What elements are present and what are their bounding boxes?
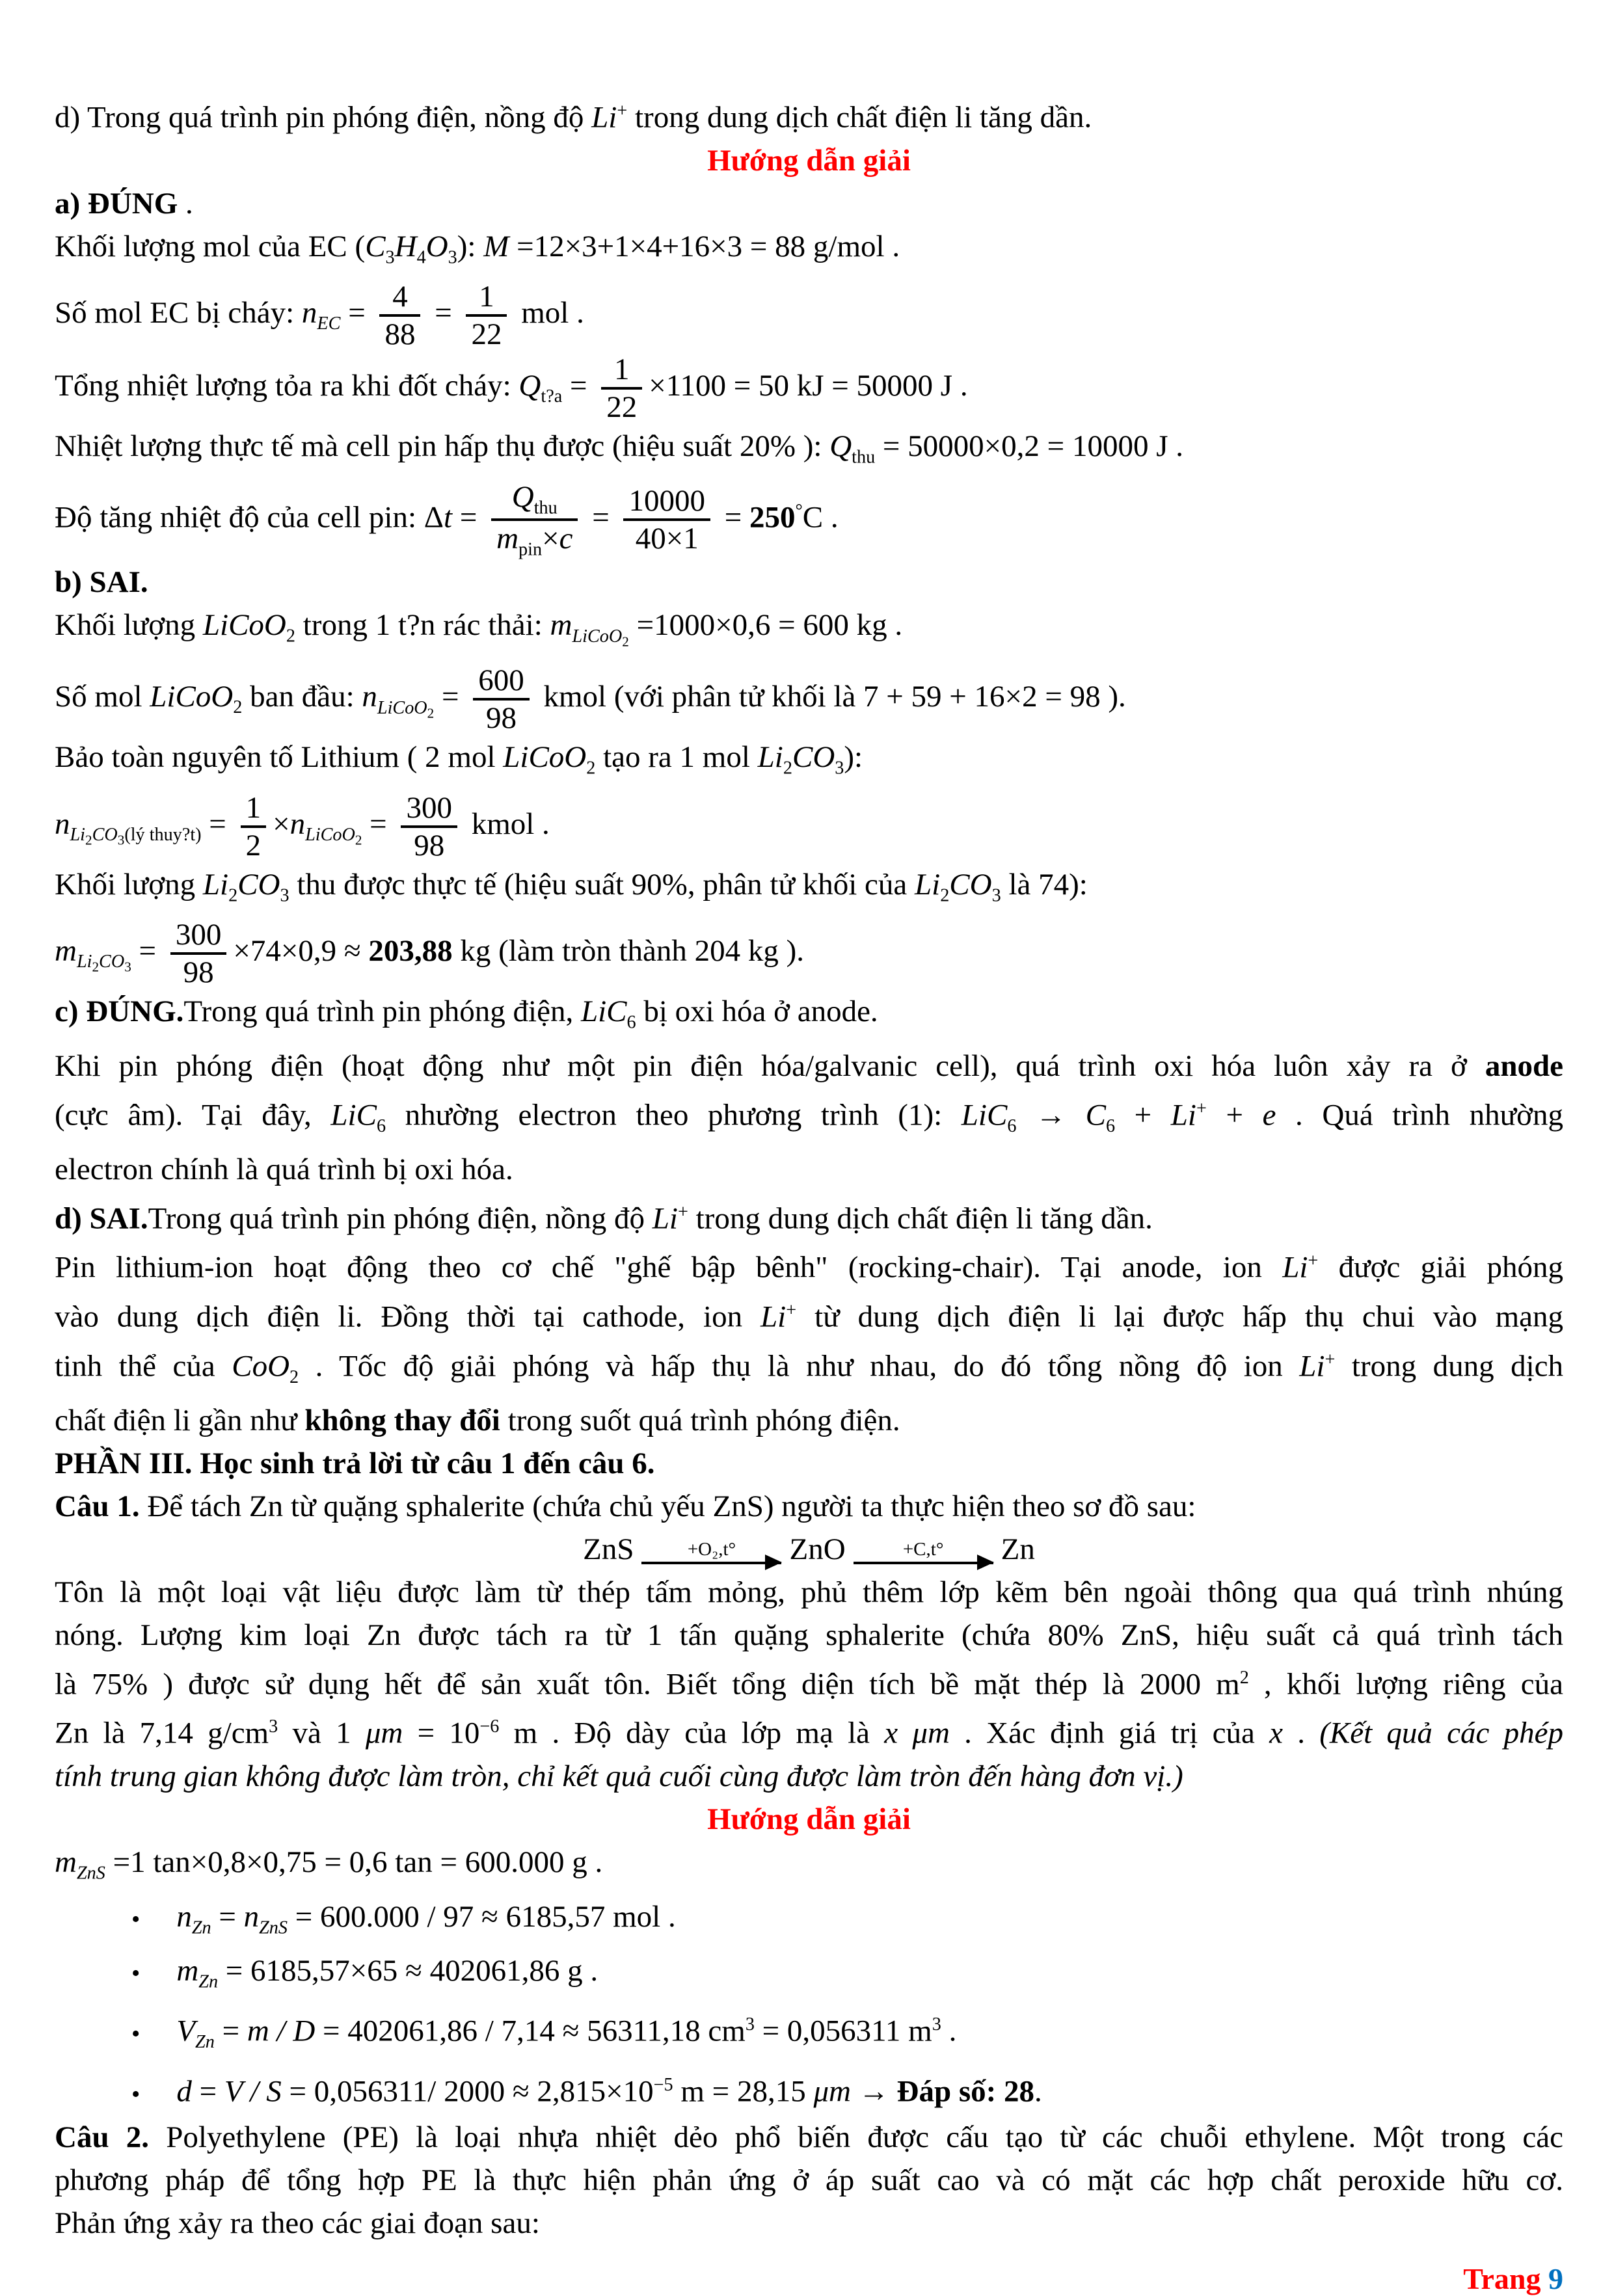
- superscript: 3: [745, 2014, 755, 2035]
- superscript: +: [1325, 1349, 1336, 1370]
- note-italic: tính trung gian không được làm tròn, chỉ kết quả cuối cùng được làm tròn đến hàng đơn vị.): [55, 1759, 1183, 1794]
- statement-d: [55, 90, 1563, 139]
- chem-formula: Li: [915, 867, 941, 901]
- numerator: 1: [241, 790, 267, 828]
- superscript: °: [795, 500, 803, 521]
- subscript: 2: [783, 758, 792, 779]
- math-var: n: [289, 807, 306, 841]
- verdict-c: [55, 990, 1563, 1044]
- bullet-mass-zn: [55, 1949, 1563, 2003]
- chem-zno: ZnO: [789, 1532, 846, 1566]
- text-segment: .: [941, 2014, 957, 2048]
- text-segment: kmol (với phân tử khối là 7 + 59 + 16×2 = 98 ).: [535, 680, 1126, 714]
- answer-value: Đáp số: 28: [896, 2074, 1035, 2109]
- chem-formula: LiC: [961, 1098, 1008, 1132]
- text-segment: được giải phóng: [1318, 1251, 1563, 1285]
- math-delta: Δ: [424, 500, 444, 535]
- text-segment: ):: [844, 740, 863, 775]
- text-segment: mol .: [513, 295, 584, 330]
- math-var: c: [559, 522, 573, 556]
- text-segment: m . Độ dày của lớp mạ là: [499, 1716, 885, 1751]
- chem-formula: LiCoO: [503, 740, 587, 775]
- fraction: [601, 352, 642, 425]
- denominator: 98: [414, 828, 445, 862]
- text-segment: Phản ứng xảy ra theo các giai đoạn sau:: [55, 2206, 540, 2241]
- text-segment: electron chính là quá trình bị oxi hóa.: [55, 1152, 513, 1186]
- math-var: m / D: [247, 2014, 316, 2048]
- superscript: −6: [479, 1716, 500, 1737]
- guide-header: [55, 139, 1563, 182]
- text-segment: =: [191, 2074, 224, 2109]
- text-segment: =: [362, 807, 395, 841]
- superscript: +: [677, 1201, 688, 1222]
- verdict-a: [55, 182, 1563, 225]
- numerator: 4: [379, 279, 420, 317]
- footer-label: Trang: [1463, 2262, 1548, 2296]
- explanation-d-line3: [55, 1339, 1563, 1399]
- reaction-scheme: [55, 1528, 1563, 1571]
- section-header-part3: [55, 1442, 1563, 1485]
- superscript: 3: [269, 1716, 278, 1737]
- fraction: [491, 479, 578, 561]
- denominator: 22: [606, 390, 638, 425]
- text-segment: Số mol EC bị cháy:: [55, 295, 302, 330]
- math-var: Q: [829, 429, 852, 464]
- chem-formula: C: [1085, 1098, 1106, 1132]
- text-segment: =: [434, 680, 467, 714]
- text-segment: =: [214, 2014, 247, 2048]
- text-segment: trong dung dịch chất điện li tăng dần.: [688, 1201, 1153, 1236]
- math-var: d: [176, 2074, 192, 2109]
- math-var: m: [496, 522, 519, 556]
- subscript: 3: [385, 247, 395, 268]
- page-number: 9: [1548, 2262, 1563, 2296]
- text-segment: ):: [457, 229, 484, 263]
- text-segment: Để tách Zn từ quặng sphalerite (chứa chủ yếu ZnS) người ta thực hiện theo sơ đồ sau:: [139, 1489, 1196, 1523]
- text-segment: =: [131, 934, 164, 968]
- math-var: O: [425, 229, 448, 263]
- chem-formula: LiCoO: [150, 680, 234, 714]
- math-var-li: Li: [1299, 1349, 1325, 1383]
- text-segment: trong dung dịch: [1335, 1349, 1563, 1383]
- subscript: 6: [376, 1115, 386, 1136]
- chem-formula: LiCoO: [377, 697, 427, 718]
- subscript: 2: [228, 885, 238, 906]
- explanation-c-line1: [55, 1045, 1563, 1088]
- text-segment: Khối lượng mol của EC (: [55, 229, 366, 263]
- chem-formula: CO: [99, 952, 125, 972]
- numerator: 1: [466, 279, 507, 317]
- denominator: 98: [183, 955, 214, 990]
- formula-mass-zns: [55, 1841, 1563, 1895]
- question-1-note: [55, 1755, 1563, 1798]
- numerator: [491, 479, 578, 522]
- text-segment: = 402061,86 / 7,14 ≈ 56311,18 cm: [315, 2014, 746, 2048]
- chem-zns: ZnS: [583, 1532, 634, 1566]
- verdict-label: b) SAI.: [55, 565, 148, 600]
- subscript: 2: [233, 697, 243, 718]
- subscript: EC: [317, 314, 341, 334]
- bullet-icon: •: [131, 1960, 141, 1988]
- superscript: +: [1196, 1098, 1207, 1119]
- text-segment: = 6185,57×65 ≈ 402061,86 g .: [218, 1953, 599, 1988]
- chem-formula: Li: [202, 867, 229, 901]
- text-segment: ×74×0,9 ≈: [233, 934, 369, 968]
- question-1: [55, 1485, 1563, 1528]
- subscript: 2: [355, 832, 362, 848]
- text-segment: = 600.000 / 97 ≈ 6185,57 mol .: [287, 1899, 676, 1934]
- explanation-c-line3: [55, 1148, 1563, 1191]
- text-segment: Nhiệt lượng thực tế mà cell pin hấp thụ được (hiệu suất 20% ):: [55, 429, 830, 464]
- arrow-shaft: [641, 1562, 781, 1564]
- text-segment: nóng. Lượng kim loại Zn được tách ra từ 1 tấn quặng sphalerite (chứa 80% ZnS, hiệu suất cả quá trình tách: [55, 1618, 1563, 1652]
- superscript: −5: [653, 2075, 673, 2096]
- question-1-body-line3: [55, 1657, 1563, 1706]
- text-segment: (cực âm). Tại đây,: [55, 1098, 331, 1132]
- reaction-condition: +C,t°: [902, 1538, 944, 1560]
- math-var: H: [394, 229, 417, 263]
- chem-formula: CO: [92, 824, 118, 845]
- text-segment: =: [340, 295, 373, 330]
- bullet-icon: •: [131, 2020, 141, 2048]
- question-1-body-line2: [55, 1614, 1563, 1657]
- chem-zn: Zn: [1001, 1532, 1035, 1566]
- math-operator: ×: [542, 522, 559, 556]
- explanation-d-line4: [55, 1399, 1563, 1442]
- subscript: [305, 824, 362, 848]
- text-segment: Độ tăng nhiệt độ của cell pin:: [55, 500, 424, 535]
- text-segment: từ dung dịch điện li lại được hấp thụ chui vào mạng: [796, 1300, 1563, 1334]
- math-var: C: [365, 229, 386, 263]
- subscript: Zn: [195, 2032, 215, 2053]
- text-segment: . Quá trình nhường: [1276, 1098, 1563, 1132]
- subscript: 2: [622, 634, 629, 650]
- numerator: 300: [401, 790, 457, 828]
- text-segment: C .: [802, 500, 839, 535]
- chem-formula: CoO: [232, 1349, 290, 1383]
- text-segment: trong 1 t?n rác thải:: [295, 608, 550, 643]
- question-label: Câu 1.: [55, 1489, 140, 1523]
- reaction-arrow-icon: [641, 1540, 781, 1565]
- text-segment: Zn là 7,14 g/cm: [55, 1716, 269, 1751]
- arrow-shaft: [854, 1562, 993, 1564]
- subscript: ZnS: [259, 1917, 288, 1938]
- math-var: V / S: [224, 2074, 282, 2109]
- math-var: m: [550, 608, 572, 643]
- math-operator: ×: [273, 807, 290, 841]
- chem-formula: Li: [70, 824, 86, 845]
- math-var: Q: [518, 368, 541, 403]
- subscript: 3: [124, 959, 131, 976]
- fraction: [241, 790, 267, 863]
- text-segment: chất điện li gần như: [55, 1403, 305, 1437]
- question-1-body-line1: [55, 1571, 1563, 1614]
- subscript: 4: [416, 247, 426, 268]
- bullet-icon: •: [131, 2081, 141, 2109]
- fraction: [623, 483, 710, 556]
- text-segment: phương pháp để tổng hợp PE là thực hiện phản ứng ở áp suất cao và có mặt các hợp chất peroxide hữu cơ.: [55, 2163, 1563, 2198]
- text-segment: =1000×0,6 = 600 kg .: [628, 608, 903, 643]
- text-segment: =: [201, 807, 234, 841]
- text-segment: = 0,056311/ 2000 ≈ 2,815×10: [281, 2074, 654, 2109]
- denominator: 2: [245, 828, 262, 862]
- verdict-label: d) SAI.: [55, 1201, 148, 1236]
- explanation-c-line2: [55, 1088, 1563, 1148]
- chem-formula: CO: [237, 867, 280, 901]
- formula-temp-rise: [55, 479, 1563, 561]
- chem-formula: LiCoO: [305, 824, 355, 845]
- text-segment: =: [562, 368, 595, 403]
- math-var: m: [176, 1953, 199, 1988]
- guide-header-text: Hướng dẫn giải: [707, 143, 911, 178]
- note-italic: (Kết quả các phép: [1319, 1716, 1563, 1751]
- explanation-d-line1: [55, 1240, 1563, 1289]
- math-var: V: [176, 2014, 196, 2048]
- math-var-li: Li: [760, 1300, 787, 1334]
- text-segment: bị oxi hóa ở anode.: [636, 994, 878, 1029]
- formula-mol-ec: [55, 279, 1563, 352]
- text-segment: trong suốt quá trình phóng điện.: [500, 1403, 900, 1437]
- math-var: e: [1262, 1098, 1276, 1132]
- subscript: 2: [940, 885, 950, 906]
- denominator: 88: [384, 317, 416, 352]
- subscript: 3: [448, 247, 457, 268]
- subscript: 3: [117, 832, 125, 848]
- superscript: +: [1308, 1251, 1319, 1272]
- formula-molar-mass: [55, 225, 1563, 279]
- chem-formula: Li: [1170, 1098, 1196, 1132]
- subscript: [76, 952, 131, 976]
- fraction: [466, 279, 507, 352]
- text-segment: ban đầu:: [242, 680, 362, 714]
- denominator: 98: [486, 701, 517, 736]
- text-segment: .: [178, 186, 193, 220]
- chem-formula: LiCoO: [572, 626, 623, 647]
- text-segment: Số mol: [55, 680, 150, 714]
- mass-li2co3-intro: [55, 863, 1563, 917]
- math-var: n: [176, 1899, 192, 1934]
- text-segment: . Tốc độ giải phóng và hấp thụ là như nhau, do đó tổng nồng độ ion: [299, 1349, 1300, 1383]
- subscript: 6: [1007, 1115, 1017, 1136]
- subscript: [70, 824, 202, 848]
- superscript: +: [786, 1300, 797, 1321]
- text-segment: =12×3+1×4+16×3 = 88 g/mol .: [509, 229, 900, 263]
- formula-heat-total: [55, 352, 1563, 425]
- reaction-arrow-text: →: [1016, 1098, 1086, 1132]
- fraction: [379, 279, 420, 352]
- math-var: μm: [365, 1716, 403, 1751]
- denominator: [491, 521, 578, 561]
- text-segment: .: [1034, 2074, 1042, 2109]
- subscript: 2: [85, 832, 92, 848]
- text-segment: = 0,056311 m: [754, 2014, 932, 2048]
- text-segment: là 75% ) được sử dụng hết để sản xuất tôn. Biết tổng diện tích bề mặt thép là 2000 m: [55, 1667, 1240, 1702]
- text-segment: kg (làm tròn thành 204 kg ).: [452, 934, 805, 968]
- math-var: μm: [813, 2074, 851, 2109]
- subscript: 6: [626, 1012, 636, 1033]
- question-2-body-line2: [55, 2202, 1563, 2245]
- subscript: 6: [1105, 1115, 1116, 1136]
- result-value: 250: [749, 500, 796, 535]
- denominator: 40×1: [635, 522, 699, 556]
- text-segment: Bảo toàn nguyên tố Lithium ( 2 mol: [55, 740, 504, 775]
- chem-formula: CO: [949, 867, 992, 901]
- text-segment: = 50000×0,2 = 10000 J .: [875, 429, 1183, 464]
- superscript: +: [617, 101, 628, 121]
- emphasis: không thay đổi: [304, 1403, 500, 1437]
- subscript: [572, 626, 629, 650]
- math-var-li: Li: [1282, 1251, 1308, 1285]
- chem-formula: Li: [757, 740, 783, 775]
- text-segment: =: [452, 500, 485, 535]
- page-footer: [55, 2262, 1563, 2296]
- verdict-label: a) ĐÚNG: [55, 186, 178, 220]
- text-segment: vào dung dịch điện li. Đồng thời tại cathode, ion: [55, 1300, 761, 1334]
- bullet-icon: •: [131, 1905, 141, 1933]
- superscript: 3: [932, 2014, 941, 2035]
- text-segment: Khối lượng: [55, 867, 203, 901]
- text-segment: Tổng nhiệt lượng tỏa ra khi đốt cháy:: [55, 368, 519, 403]
- text-segment: =1 tan×0,8×0,75 = 0,6 tan = 600.000 g .: [105, 1845, 603, 1880]
- math-var: x: [1269, 1716, 1283, 1751]
- subscript: t?a: [541, 386, 563, 407]
- subscript: thu: [852, 447, 876, 468]
- result-value: 203,88: [368, 934, 453, 968]
- math-var-li: Li: [652, 1201, 678, 1236]
- verdict-b: [55, 561, 1563, 604]
- subscript: Zn: [198, 1971, 219, 1992]
- bullet-volume-zn: [55, 2003, 1563, 2064]
- math-var-li: Li: [591, 100, 617, 135]
- lithium-conservation: [55, 736, 1563, 790]
- superscript: 2: [1239, 1667, 1249, 1688]
- question-2: [55, 2116, 1563, 2159]
- text-segment: Trong quá trình pin phóng điện, nồng độ: [148, 1201, 652, 1236]
- text-segment: d) Trong quá trình pin phóng điện, nồng độ: [55, 100, 592, 135]
- text-segment: =: [427, 295, 460, 330]
- math-var: t: [444, 500, 453, 535]
- math-var: n: [301, 295, 317, 330]
- formula-heat-absorbed: [55, 425, 1563, 479]
- chem-formula: LiCoO: [202, 608, 286, 643]
- math-var: m: [55, 1845, 77, 1880]
- text-segment: Khi pin phóng điện (hoạt động như một pin điện hóa/galvanic cell), quá trình oxi hóa luôn xảy ra ở: [55, 1048, 1485, 1083]
- subscript: 2: [92, 959, 100, 976]
- text-segment: là 74):: [1001, 867, 1088, 901]
- subscript: 2: [289, 1367, 299, 1387]
- math-var: n: [55, 807, 70, 841]
- guide-header-text: Hướng dẫn giải: [707, 1802, 911, 1837]
- text-segment: = 10: [403, 1716, 480, 1751]
- subscript: 3: [280, 885, 289, 906]
- verdict-d: [55, 1191, 1563, 1240]
- subscript: 2: [286, 626, 295, 647]
- text-segment: , khối lượng riêng của: [1248, 1667, 1563, 1702]
- chem-formula: LiC: [580, 994, 627, 1029]
- text-segment: +: [1115, 1098, 1171, 1132]
- subscript: thu: [533, 498, 558, 518]
- text-segment: =: [716, 500, 749, 535]
- text-segment: nhường electron theo phương trình (1):: [386, 1098, 962, 1132]
- numerator: 300: [170, 917, 227, 955]
- text-segment: và 1: [278, 1716, 366, 1751]
- math-var: n: [243, 1899, 260, 1934]
- math-var: Q: [511, 479, 534, 514]
- numerator: 1: [601, 352, 642, 390]
- subscript: ZnS: [76, 1863, 105, 1884]
- fraction: [401, 790, 457, 863]
- guide-header: [55, 1798, 1563, 1841]
- subscript: 3: [991, 885, 1001, 906]
- subscript: [377, 697, 435, 721]
- bullet-mol-zn: [55, 1895, 1563, 1949]
- fraction: [473, 663, 530, 736]
- text-segment: .: [1282, 1716, 1320, 1751]
- chem-formula: CO: [792, 740, 835, 775]
- reaction-condition: +O₂,t°: [687, 1538, 736, 1560]
- text-segment: Polyethylene (PE) là loại nhựa nhiệt dẻo phổ biến được cấu tạo từ các chuỗi ethylene. Một trong các: [149, 2120, 1563, 2155]
- numerator: 600: [473, 663, 530, 701]
- text-segment: =: [584, 500, 617, 535]
- text-segment: kmol .: [463, 807, 550, 841]
- formula-mol-li2co3-theory: [55, 790, 1563, 863]
- text-segment: thu được thực tế (hiệu suất 90%, phân tử khối của: [289, 867, 915, 901]
- text-segment: m = 28,15: [673, 2074, 814, 2109]
- question-1-body-line4: [55, 1705, 1563, 1755]
- subscript: Zn: [191, 1917, 211, 1938]
- text-segment: Khối lượng: [55, 608, 203, 643]
- section-title: PHẦN III. Học sinh trả lời từ câu 1 đến câu 6.: [55, 1446, 655, 1480]
- numerator: 10000: [623, 483, 710, 521]
- verdict-label: c) ĐÚNG.: [55, 994, 184, 1029]
- subscript: 3: [835, 758, 844, 779]
- fraction: [170, 917, 227, 990]
- text-segment: Tôn là một loại vật liệu được làm từ thép tấm mỏng, phủ thêm lớp kẽm bên ngoài thông qua quá trình nhúng: [55, 1575, 1563, 1609]
- text-segment: Trong quá trình pin phóng điện,: [183, 994, 581, 1029]
- subscript: pin: [518, 539, 543, 560]
- subscript: 2: [427, 705, 435, 721]
- question-label: Câu 2.: [55, 2120, 150, 2155]
- text-segment: ×1100 = 50 kJ = 50000 J .: [649, 368, 968, 403]
- text-segment: trong dung dịch chất điện li tăng dần.: [627, 100, 1092, 135]
- math-var: M: [483, 229, 509, 263]
- question-2-body-line1: [55, 2159, 1563, 2202]
- text-segment: →: [851, 2074, 897, 2109]
- text-segment: tinh thể của: [55, 1349, 232, 1383]
- denominator: 22: [471, 317, 502, 352]
- math-var: n: [362, 680, 377, 714]
- math-var: x μm: [884, 1716, 950, 1751]
- emphasis: anode: [1485, 1048, 1563, 1083]
- chem-formula: LiC: [330, 1098, 377, 1132]
- formula-mass-li2co3: [55, 917, 1563, 990]
- subscript: 2: [586, 758, 596, 779]
- text-segment: Pin lithium-ion hoạt động theo cơ chế "ghế bập bênh" (rocking-chair). Tại anode, ion: [55, 1251, 1283, 1285]
- reaction-arrow-icon: [854, 1540, 993, 1565]
- math-var: m: [55, 934, 77, 968]
- subscript-note: (lý thuy?t): [124, 824, 202, 845]
- text-segment: . Xác định giá trị của: [949, 1716, 1270, 1751]
- chem-formula: Li: [76, 952, 92, 972]
- text-segment: tạo ra 1 mol: [595, 740, 758, 775]
- formula-mol-licoo2: [55, 663, 1563, 736]
- text-segment: =: [211, 1899, 244, 1934]
- formula-mass-licoo2: [55, 604, 1563, 663]
- bullet-thickness: [55, 2064, 1563, 2116]
- explanation-d-line2: [55, 1289, 1563, 1339]
- text-segment: +: [1206, 1098, 1263, 1132]
